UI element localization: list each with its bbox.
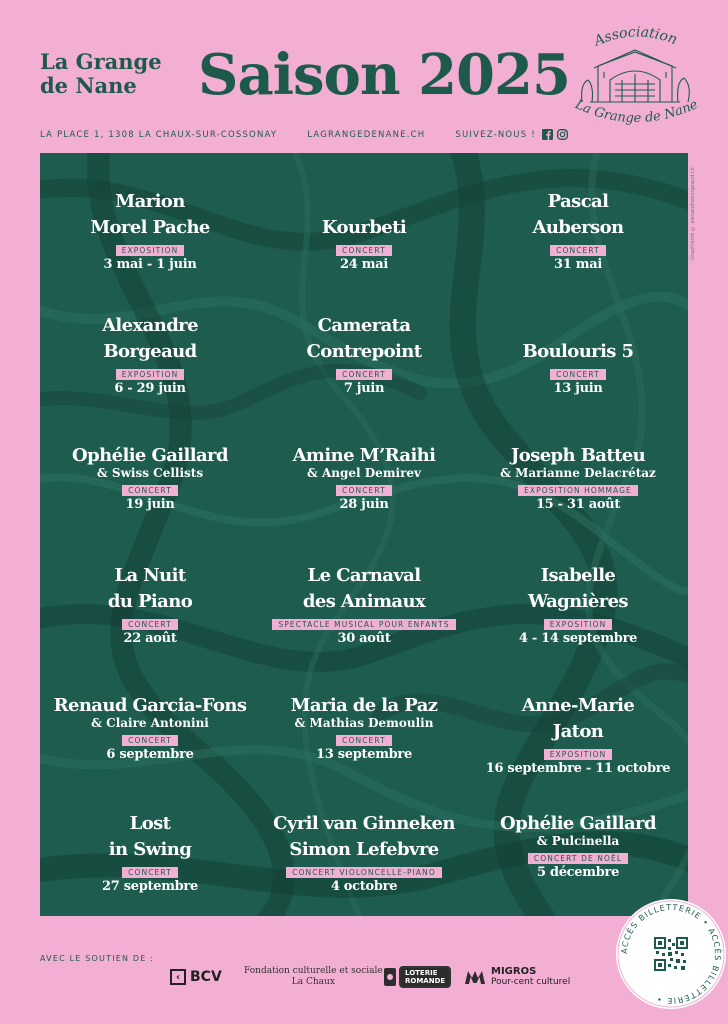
event-card [256,693,472,764]
design-credit: Graphisme © alexandreborgeaud.ch [690,167,696,260]
migros-logo-icon [464,969,486,985]
event-card [470,189,686,274]
event-name: Lost [129,813,171,834]
event-name: Amine M’Raihi [292,445,436,466]
event-card [470,443,686,514]
follow-label: SUIVEZ-NOUS ! [455,129,536,140]
migros-line-1: MIGROS [491,966,537,977]
event-name: La Nuit [114,565,186,586]
event-name-line-2: Auberson [532,217,624,238]
fondation-line-2: La Chaux [291,977,335,987]
event-card [42,443,258,514]
event-category-tag: CONCERT [122,485,178,496]
header [0,0,728,150]
event-card [256,563,472,648]
event-date: 15 - 31 août [535,497,621,512]
association-logo [560,22,710,130]
event-name: Boulouris 5 [522,341,634,362]
event-card [256,811,472,896]
event-name-line-2: Borgeaud [103,341,197,362]
event-category-tag: EXPOSITION [544,749,613,760]
event-subtitle: & Marianne Delacrétaz [500,466,656,480]
event-subtitle: & Pulcinella [536,834,620,848]
website-link[interactable]: LAGRANGEDENANE.CH [307,129,426,140]
sponsor-bcv [170,966,222,988]
svg-text:Association [590,24,679,50]
event-card [470,339,686,398]
event-date: 4 octobre [330,879,398,894]
facebook-icon[interactable] [542,129,553,140]
loterie-logo-icon [384,968,396,986]
event-category-tag: EXPOSITION HOMMAGE [518,485,638,496]
bcv-label: BCV [190,969,222,985]
event-name: Marion [115,191,185,212]
event-card [42,693,258,764]
qr-code-icon[interactable] [654,937,688,971]
bcv-logo-icon: ‹ [170,969,186,985]
event-category-tag: CONCERT [550,245,606,256]
event-name: Cyril van Ginneken [273,813,455,834]
event-name: Kourbeti [321,217,407,238]
event-name: Camerata [317,315,411,336]
sponsor-fondation [244,966,383,988]
event-date: 24 mai [340,257,388,272]
event-name-line-2: Contrepoint [306,341,422,362]
loterie-line-1: LOTERIE [405,969,438,977]
event-category-tag: CONCERT [336,735,392,746]
event-name: Le Carnaval [307,565,421,586]
migros-line-2: Pour-cent culturel [491,977,571,987]
event-date: 6 - 29 juin [114,381,186,396]
event-category-tag: CONCERT VIOLONCELLE-PIANO [286,867,442,878]
event-card [470,811,686,882]
sponsor-migros [464,966,570,988]
event-name: Alexandre [102,315,198,336]
billetterie-text: ACCÈS BILLETTERIE • ACCÈS BILLETTERIE • [619,902,723,1006]
event-card [256,215,472,274]
event-name-line-2: du Piano [107,591,193,612]
event-name-line-2: Simon Lefebvre [289,839,439,860]
season-title: Saison 2025 [198,42,570,108]
event-date: 13 juin [553,381,603,396]
ticketing-qr-badge[interactable] [616,899,726,1009]
event-category-tag: CONCERT [122,735,178,746]
venue-line-2: de Nane [40,73,137,98]
event-name: Maria de la Paz [290,695,438,716]
event-card [256,443,472,514]
event-category-tag: SPECTACLE MUSICAL POUR ENFANTS [272,619,455,630]
venue-line-1: La Grange [40,49,162,74]
info-bar [40,129,598,140]
event-category-tag: CONCERT [336,245,392,256]
event-date: 22 août [123,631,177,646]
event-date: 5 décembre [536,865,620,880]
event-category-tag: CONCERT [336,485,392,496]
event-date: 7 juin [343,381,385,396]
event-name: Joseph Batteu [510,445,646,466]
event-card [470,693,686,778]
event-card [470,563,686,648]
event-card [42,189,258,274]
event-category-tag: CONCERT DE NOËL [528,853,628,864]
event-date: 19 juin [125,497,175,512]
event-date: 6 septembre [106,747,194,762]
event-name: Anne-Marie [521,695,635,716]
fondation-line-1: Fondation culturelle et sociale [244,966,383,976]
event-name: Pascal [547,191,609,212]
event-subtitle: & Mathias Demoulin [294,716,434,730]
event-card [256,313,472,398]
event-category-tag: EXPOSITION [116,369,185,380]
event-subtitle: & Angel Demirev [306,466,422,480]
event-name-line-2: in Swing [108,839,192,860]
event-date: 27 septembre [102,879,198,894]
support-label: AVEC LE SOUTIEN DE : [40,954,155,963]
event-name-line-2: Morel Pache [90,217,210,238]
event-date: 28 juin [339,497,389,512]
event-name: Ophélie Gaillard [500,813,656,834]
barn-icon [582,50,690,102]
instagram-icon[interactable] [557,129,568,140]
event-date: 31 mai [554,257,602,272]
address: LA PLACE 1, 1308 LA CHAUX-SUR-COSSONAY [40,129,278,140]
logo-text-top: Association [591,24,680,50]
event-name: Ophélie Gaillard [72,445,228,466]
migros-wordmark [491,967,570,987]
event-name-line-2: Jaton [552,721,604,742]
event-name-line-2: des Animaux [302,591,426,612]
event-category-tag: CONCERT [336,369,392,380]
event-card [42,563,258,648]
event-category-tag: CONCERT [550,369,606,380]
event-card [42,313,258,398]
event-category-tag: EXPOSITION [544,619,613,630]
venue-name [40,50,162,98]
event-date: 4 - 14 septembre [518,631,638,646]
event-name: Isabelle [540,565,616,586]
event-card [42,811,258,896]
event-category-tag: CONCERT [122,619,178,630]
event-subtitle: & Swiss Cellists [96,466,204,480]
loterie-wordmark [399,966,451,988]
event-category-tag: CONCERT [122,867,178,878]
event-category-tag: EXPOSITION [116,245,185,256]
event-name-line-2: Wagnières [528,591,628,612]
event-subtitle: & Claire Antonini [91,716,209,730]
event-name: Renaud Garcia-Fons [53,695,247,716]
svg-text:La Grange de Nane [572,97,701,126]
event-date: 16 septembre - 11 octobre [485,761,671,776]
events-grid [40,153,688,916]
event-date: 30 août [337,631,391,646]
event-date: 13 septembre [316,747,412,762]
loterie-line-2: ROMANDE [405,977,446,985]
event-date: 3 mai - 1 juin [103,257,197,272]
sponsor-loterie [384,966,451,988]
logo-text-bottom: La Grange de Nane [572,97,701,127]
